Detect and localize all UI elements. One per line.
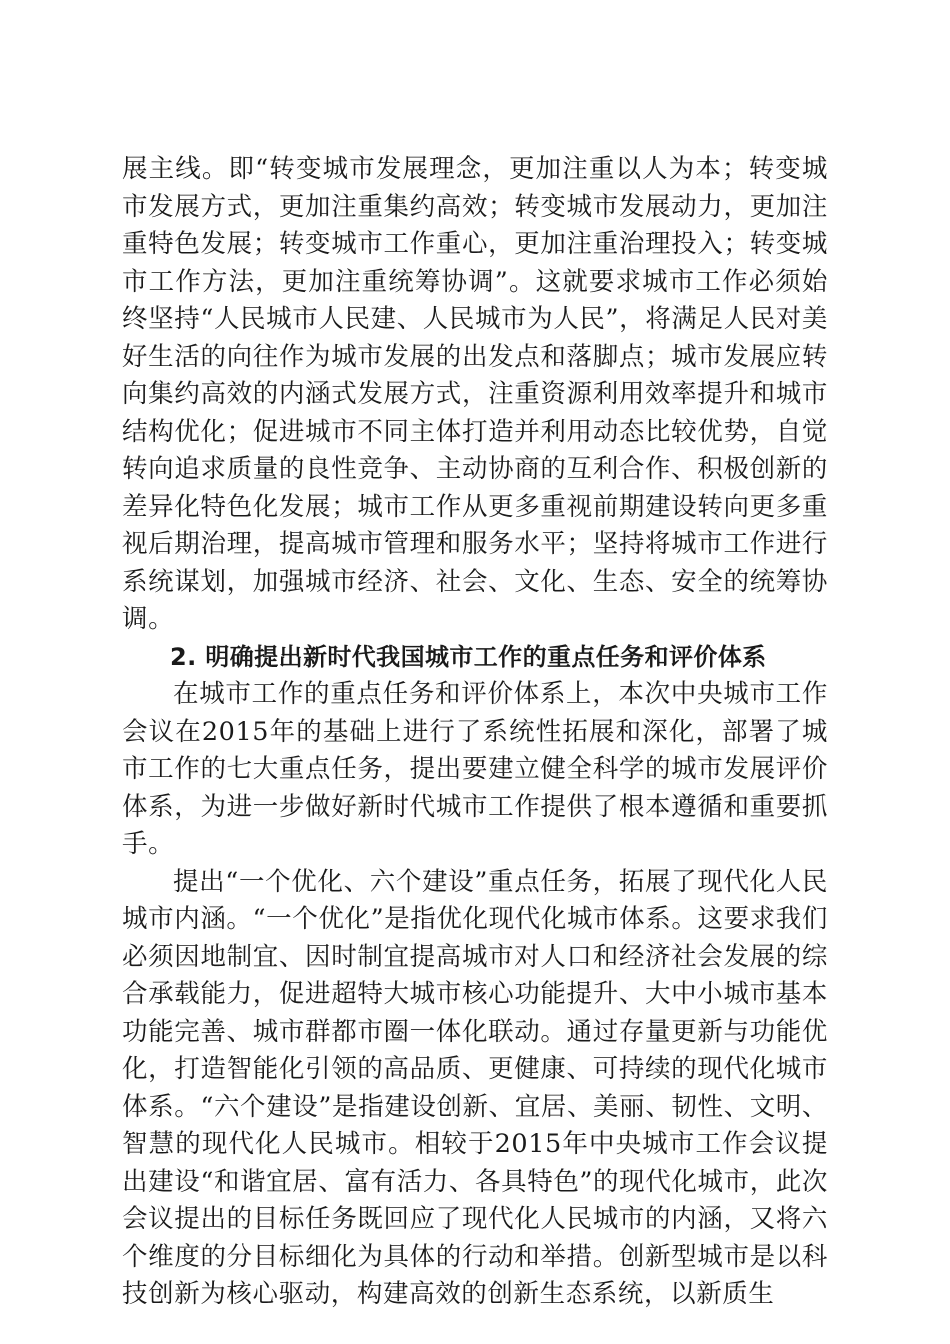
- paragraph-continued: 展主线。即“转变城市发展理念，更加注重以人为本；转变城市发展方式，更加注重集约高效；转变城市发展动力，更加注重特色发展；转变城市工作重心，更加注重治理投入；转变城市工作方法，更加注重统筹协调”。这就要求城市工作必须始终坚持“人民城市人民建、人民城市为人民”，将满足人民对美好生活的向往作为城市发展的出发点和落脚点；城市发展应转向集约高效的内涵式发展方式，注重资源利用效率提升和城市结构优化；促进城市不同主体打造并利用动态比较优势，自觉转向追求质量的良性竞争、主动协商的互利合作、积极创新的差异化特色化发展；城市工作从更多重视前期建设转向更多重视后期治理，提高城市管理和服务水平；坚持将城市工作进行系统谋划，加强城市经济、社会、文化、生态、安全的统筹协调。: [122, 154, 828, 634]
- paragraph-tasks-intro: 在城市工作的重点任务和评价体系上，本次中央城市工作会议在2015年的基础上进行了系统性拓展和深化，部署了城市工作的七大重点任务，提出要建立健全科学的城市发展评价体系，为进一步做好新时代城市工作提供了根本遵循和重要抓手。: [122, 679, 828, 859]
- section-heading: 2. 明确提出新时代我国城市工作的重点任务和评价体系: [170, 642, 767, 671]
- document-body: [122, 151, 828, 1314]
- paragraph-one-optimization-six-constructions: 提出“一个优化、六个建设”重点任务，拓展了现代化人民城市内涵。“一个优化”是指优化现代化城市体系。这要求我们必须因地制宜、因时制宜提高城市对人口和经济社会发展的综合承载能力，促进超特大城市核心功能提升、大中小城市基本功能完善、城市群都市圈一体化联动。通过存量更新与功能优化，打造智能化引领的高品质、更健康、可持续的现代化城市体系。“六个建设”是指建设创新、宜居、美丽、韧性、文明、智慧的现代化人民城市。相较于2015年中央城市工作会议提出建设“和谐宜居、富有活力、各具特色”的现代化城市，此次会议提出的目标任务既回应了现代化人民城市的内涵，又将六个维度的分目标细化为具体的行动和举措。创新型城市是以科技创新为核心驱动，构建高效的创新生态系统，以新质生: [122, 866, 828, 1309]
